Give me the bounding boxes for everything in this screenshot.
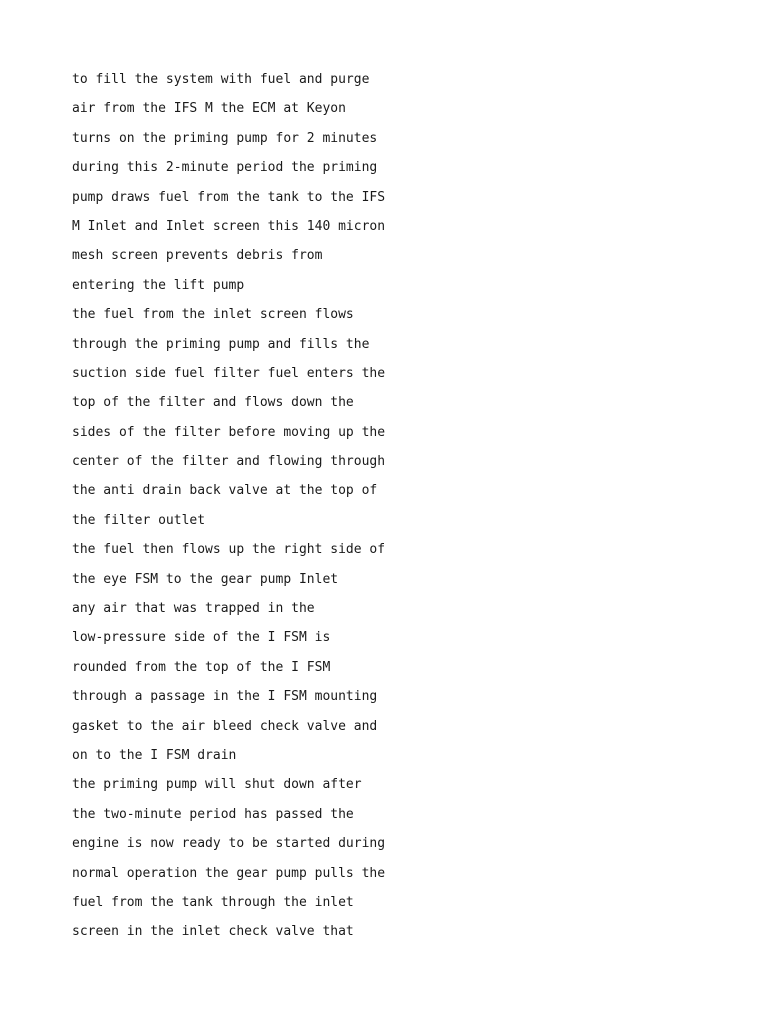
text-line: the fuel from the inlet screen flows bbox=[72, 307, 354, 323]
text-line: fuel from the tank through the inlet bbox=[72, 894, 354, 910]
text-line: the two-minute period has passed the bbox=[72, 806, 354, 822]
text-line: on to the I FSM drain bbox=[72, 747, 237, 763]
text-line: the fuel then flows up the right side of bbox=[72, 542, 386, 558]
text-line: low-pressure side of the I FSM is bbox=[72, 630, 331, 646]
text-line: center of the filter and flowing through bbox=[72, 454, 386, 470]
text-line: through the priming pump and fills the bbox=[72, 336, 370, 352]
text-line: any air that was trapped in the bbox=[72, 601, 315, 617]
text-line: through a passage in the I FSM mounting bbox=[72, 689, 378, 705]
text-line: the eye FSM to the gear pump Inlet bbox=[72, 571, 339, 587]
text-line: rounded from the top of the I FSM bbox=[72, 659, 331, 675]
text-line: M Inlet and Inlet screen this 140 micron bbox=[72, 218, 386, 234]
text-line: the priming pump will shut down after bbox=[72, 777, 362, 793]
text-line: to fill the system with fuel and purge bbox=[72, 72, 370, 87]
text-line: entering the lift pump bbox=[72, 277, 245, 293]
text-line: sides of the filter before moving up the bbox=[72, 424, 386, 440]
transcript-text bbox=[72, 65, 712, 947]
text-line: gasket to the air bleed check valve and bbox=[72, 718, 378, 734]
text-line: pump draws fuel from the tank to the IFS bbox=[72, 189, 386, 205]
text-line: the anti drain back valve at the top of bbox=[72, 483, 378, 499]
text-line: mesh screen prevents debris from bbox=[72, 248, 323, 264]
text-line: turns on the priming pump for 2 minutes bbox=[72, 130, 378, 146]
text-line: normal operation the gear pump pulls the bbox=[72, 865, 386, 881]
text-line: engine is now ready to be started during bbox=[72, 836, 386, 852]
text-line: the filter outlet bbox=[72, 512, 206, 528]
text-line: top of the filter and flows down the bbox=[72, 395, 354, 411]
text-line: screen in the inlet check valve that bbox=[72, 924, 354, 940]
text-line: suction side fuel filter fuel enters the bbox=[72, 365, 386, 381]
text-line: air from the IFS M the ECM at Keyon bbox=[72, 101, 346, 117]
text-line: during this 2-minute period the priming bbox=[72, 160, 378, 176]
